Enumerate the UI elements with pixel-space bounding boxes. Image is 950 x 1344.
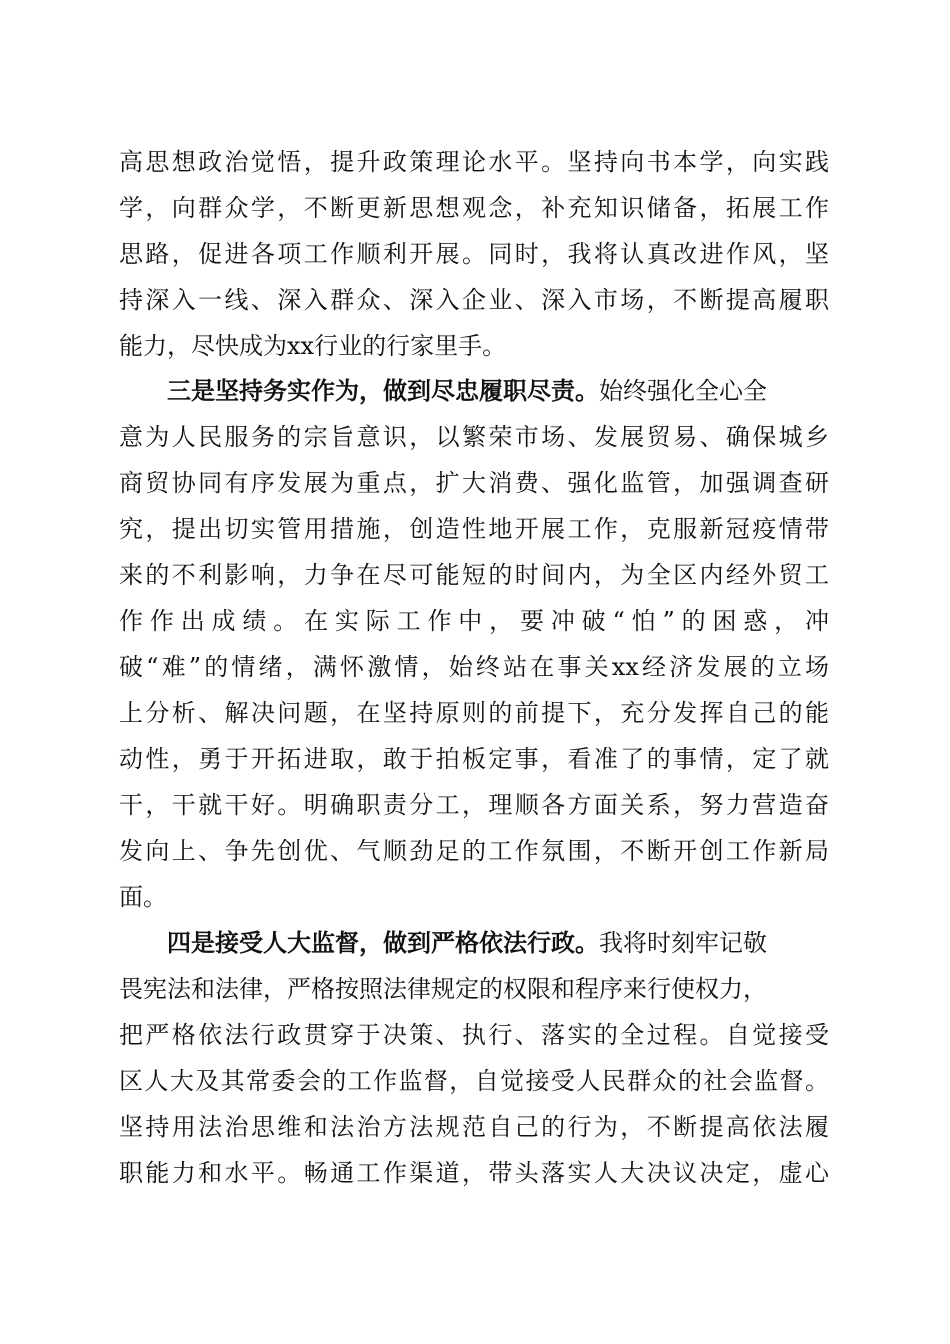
paragraph-3-line-10: 干，干就干好。明确职责分工，理顺各方面关系，努力营造奋 — [119, 791, 829, 819]
paragraph-3-line-8: 上分析、解决问题，在坚持原则的前提下，充分发挥自己的能 — [119, 699, 829, 727]
paragraph-4-line-4: 区人大及其常委会的工作监督，自觉接受人民群众的社会监督。 — [119, 1067, 829, 1095]
paragraph-2-line-4: 持深入一线、深入群众、深入企业、深入市场，不断提高履职 — [119, 286, 829, 314]
paragraph-4-line-6: 职能力和水平。畅通工作渠道，带头落实人大决议决定，虚心 — [119, 1159, 829, 1187]
paragraph-4-line-5: 坚持用法治思维和法治方法规范自己的行为，不断提高依法履 — [119, 1113, 829, 1141]
paragraph-3-line-6: 作作出成绩。在实际工作中，要冲破“怕”的困惑，冲 — [119, 607, 829, 635]
paragraph-3-line-1 — [167, 368, 767, 414]
paragraph-3-line-4: 究，提出切实管用措施，创造性地开展工作，克服新冠疫情带 — [119, 515, 829, 543]
paragraph-4-heading: 四是接受人大监督，做到严格依法行政。 — [167, 928, 599, 957]
paragraph-3-line-12: 面。 — [119, 883, 167, 911]
paragraph-2-line-3: 思路，促进各项工作顺利开展。同时，我将认真改进作风，坚 — [119, 240, 829, 268]
paragraph-3-line-11: 发向上、争先创优、气顺劲足的工作氛围，不断开创工作新局 — [119, 837, 829, 865]
paragraph-2-line-2: 学，向群众学，不断更新思想观念，补充知识储备，拓展工作 — [119, 194, 829, 222]
paragraph-4-line-2: 畏宪法和法律，严格按照法律规定的权限和程序来行使权力， — [119, 975, 767, 1003]
paragraph-3-heading: 三是坚持务实作为，做到尽忠履职尽责。 — [167, 376, 599, 405]
paragraph-4-line-3: 把严格依法行政贯穿于决策、执行、落实的全过程。自觉接受 — [119, 1021, 829, 1049]
paragraph-3-line-1-text: 始终强化全心全 — [599, 377, 767, 405]
paragraph-4-line-1 — [167, 920, 767, 966]
paragraph-3-line-5: 来的不利影响，力争在尽可能短的时间内，为全区内经外贸工 — [119, 561, 829, 589]
paragraph-3-line-2: 意为人民服务的宗旨意识，以繁荣市场、发展贸易、确保城乡 — [119, 423, 829, 451]
paragraph-4-line-1-text: 我将时刻牢记敬 — [599, 929, 767, 957]
paragraph-3-line-9: 动性，勇于开拓进取，敢于拍板定事，看准了的事情，定了就 — [119, 745, 829, 773]
paragraph-3-line-3: 商贸协同有序发展为重点，扩大消费、强化监管，加强调查研 — [119, 469, 829, 497]
paragraph-3-line-7: 破“难”的情绪，满怀激情，始终站在事关xx经济发展的立场 — [119, 653, 829, 681]
paragraph-2-line-1: 高思想政治觉悟，提升政策理论水平。坚持向书本学，向实践 — [119, 148, 829, 176]
paragraph-2-line-5: 能力，尽快成为xx行业的行家里手。 — [119, 332, 507, 360]
